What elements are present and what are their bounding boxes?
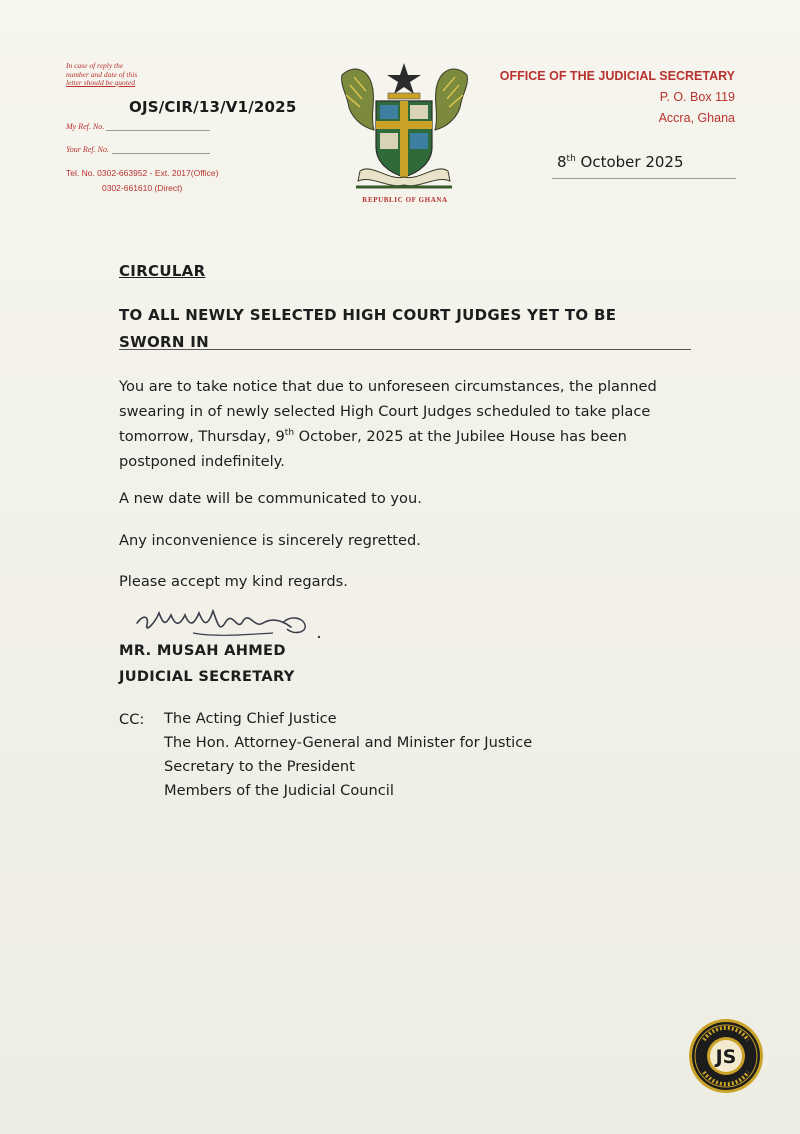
- notice-paragraph: You are to take notice that due to unforeseen circumstances, the planned swearing in of newly selected High Court Judges scheduled to take place tomorrow, Thursday, 9th October, 2025 at the Jubilee House has been postponed indefinitely.: [119, 378, 657, 470]
- cc-item: Secretary to the President: [164, 758, 355, 775]
- cc-item: The Hon. Attorney-General and Minister for Justice: [164, 734, 533, 751]
- reference-number: OJS/CIR/13/V1/2025: [129, 98, 297, 116]
- ghana-coat-of-arms-icon: [332, 55, 477, 195]
- ojs-seal-icon: [688, 1018, 764, 1094]
- date-underline: [552, 178, 736, 179]
- signatory-name: MR. MUSAH AHMED: [119, 642, 286, 659]
- your-ref-line: [112, 153, 210, 154]
- signatory-title: JUDICIAL SECRETARY: [119, 668, 295, 685]
- regards-paragraph: Please accept my kind regards.: [119, 573, 348, 590]
- your-ref-label: Your Ref. No.: [66, 145, 109, 154]
- cc-item: Members of the Judicial Council: [164, 782, 394, 799]
- my-ref-label: My Ref. No.: [66, 122, 105, 131]
- regret-paragraph: Any inconvenience is sincerely regretted.: [119, 532, 421, 549]
- circular-heading: CIRCULAR: [119, 262, 206, 280]
- cc-list: [164, 707, 532, 803]
- reply-note: In case of reply the number and date of this letter should be quoted: [66, 61, 138, 87]
- office-title: OFFICE OF THE JUDICIAL SECRETARY: [499, 69, 735, 83]
- subject-underline: [119, 349, 691, 350]
- my-ref-line: [106, 130, 210, 131]
- subject-heading: TO ALL NEWLY SELECTED HIGH COURT JUDGES YET TO BE SWORN IN: [119, 306, 617, 351]
- po-box: P. O. Box 119: [659, 90, 735, 104]
- cc-label: CC:: [119, 711, 145, 728]
- telephone-office: Tel. No. 0302-663952 - Ext. 2017(Office): [66, 168, 219, 178]
- telephone-direct: 0302-661610 (Direct): [102, 183, 183, 193]
- office-address: [500, 66, 735, 129]
- svg-text:JS: JS: [715, 1046, 737, 1068]
- cc-item: The Acting Chief Justice: [164, 710, 337, 727]
- letter-date: 8th October 2025: [557, 153, 684, 171]
- new-date-paragraph: A new date will be communicated to you.: [119, 490, 422, 507]
- signatory-block: [119, 638, 295, 690]
- city: Accra, Ghana: [658, 111, 735, 125]
- republic-label: REPUBLIC OF GHANA: [362, 196, 448, 204]
